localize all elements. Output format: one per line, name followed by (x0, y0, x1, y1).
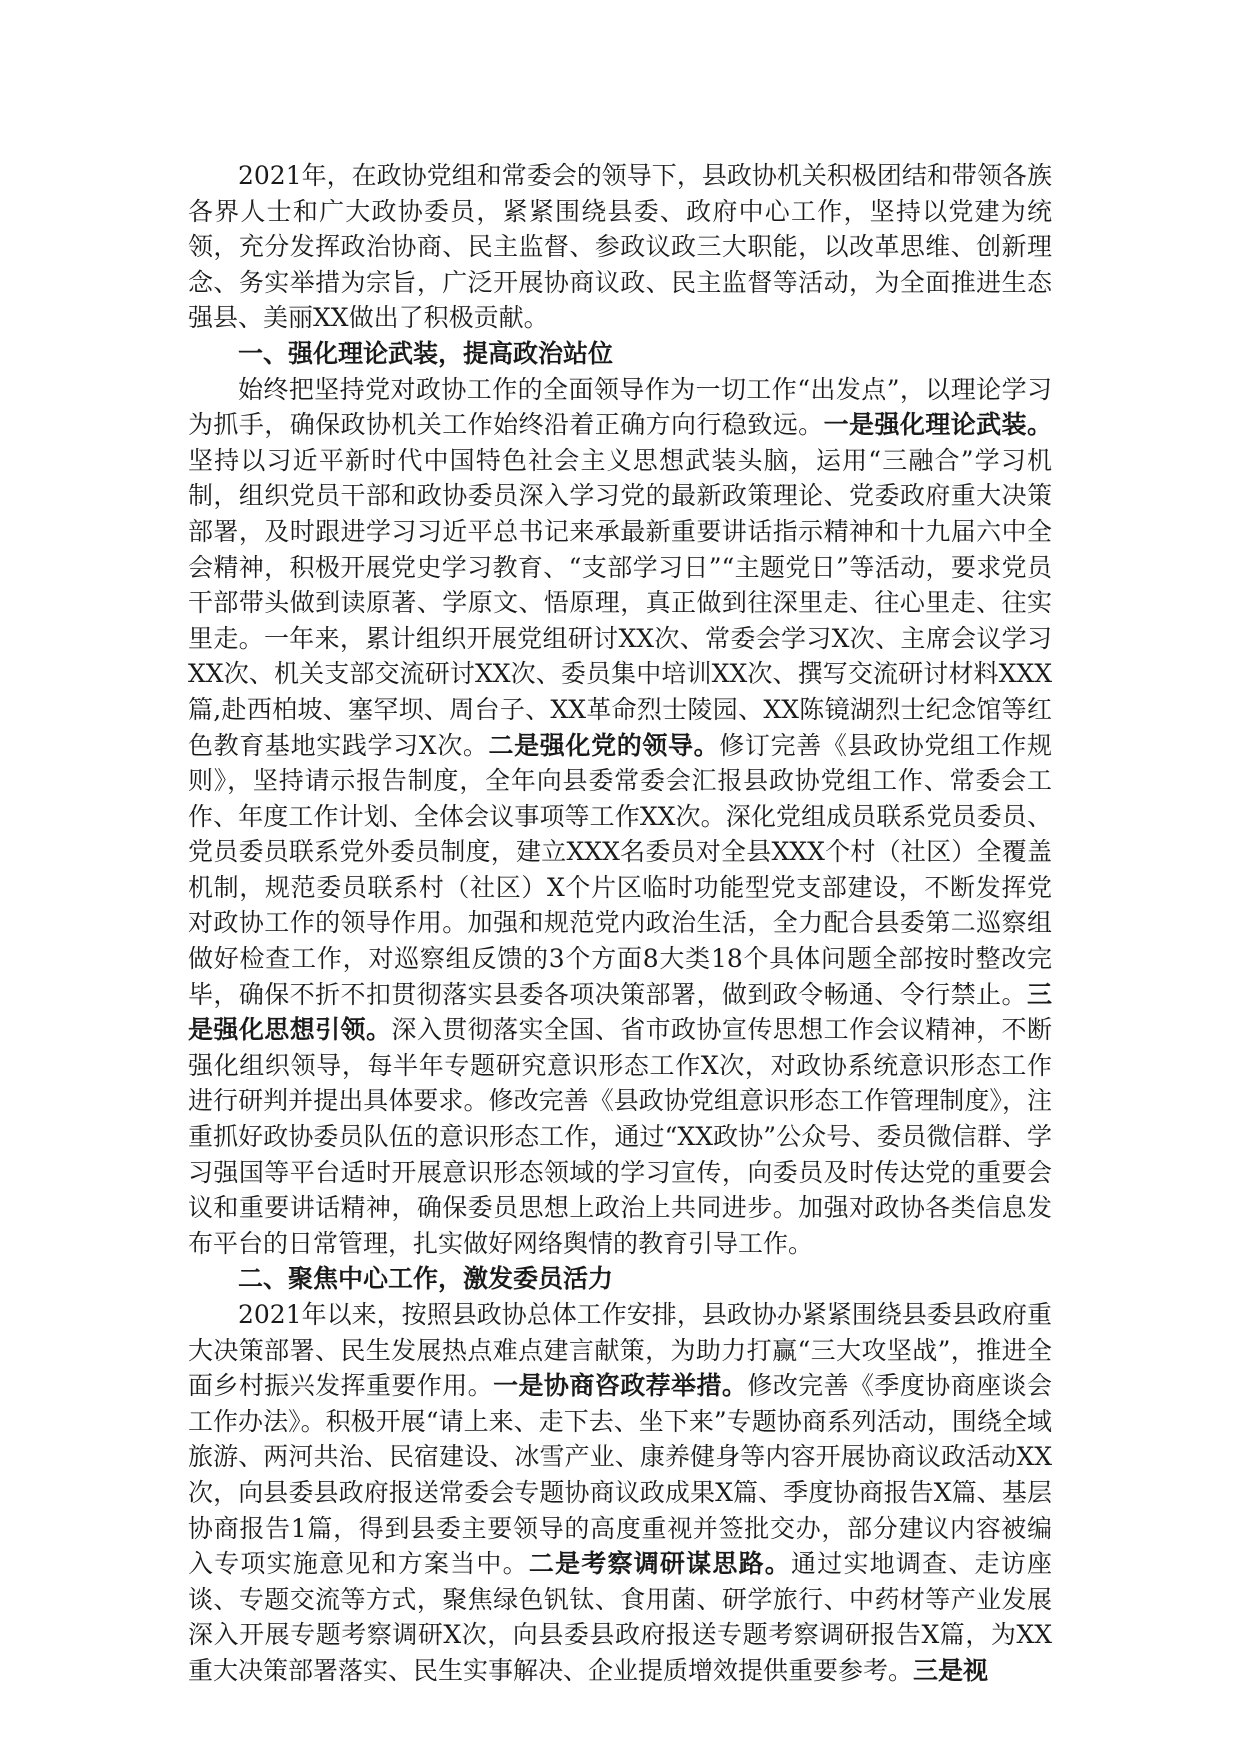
section-2-point-3-title: 三是视 (913, 1655, 989, 1685)
intro-text: 2021年，在政协党组和常委会的领导下，县政协机关积极团结和带领各族各界人士和广大政协委员，紧紧围绕县委、政府中心工作，坚持以党建为统领，充分发挥政治协商、民主监督、参政议政三大职能，以改革思维、创新理念、务实举措为宗旨，广泛开展协商议政、民主监督等活动，为全面推进生态强县、美丽XX做出了积极贡献。 (188, 161, 1052, 333)
section-1-point-1-text: 坚持以习近平新时代中国特色社会主义思想武装头脑，运用“三融合”学习机制，组织党员干部和政协委员深入学习党的最新政策理论、党委政府重大决策部署，及时跟进学习习近平总书记来承最新重要讲话指示精神和十九届六中全会精神，积极开展党史学习教育、“支部学习日”“主题党日”等活动，要求党员干部带头做到读原著、学原文、悟原理，真正做到往深里走、往心里走、往实里走。一年来，累计组织开展党组研讨XX次、常委会学习X次、主席会议学习XX次、机关支部交流研讨XX次、委员集中培训XX次、撰写交流研讨材料XXX篇,赴西柏坡、塞罕坝、周台子、XX革命烈士陵园、XX陈镜湖烈士纪念馆等红色教育基地实践学习X次。 (188, 445, 1052, 760)
section-2-point-2-text: 通过实地调查、走访座谈、专题交流等方式，聚焦绿色钒钛、食用菌、研学旅行、中药材等产业发展深入开展专题考察调研X次，向县委县政府报送专题考察调研报告X篇，为XX重大决策部署落实、民生实事解决、企业提质增效提供重要参考。 (188, 1549, 1052, 1685)
section-2-point-1-text: 修改完善《季度协商座谈会工作办法》。积极开展“请上来、走下去、坐下来”专题协商系列活动，围绕全域旅游、两河共治、民宿建设、冰雪产业、康养健身等内容开展协商议政活动XX次，向县委县政府报送常委会专题协商议政成果X篇、季度协商报告X篇、基层协商报告1篇，得到县委主要领导的高度重视并签批交办，部分建议内容被编入专项实施意见和方案当中。 (188, 1371, 1052, 1579)
section-1-lead: 始终把坚持党对政协工作的全面领导作为一切工作“出发点”，以理论学习为抓手，确保政协机关工作始终沿着正确方向行稳致远。 (188, 374, 1052, 440)
section-2-lead: 2021年以来，按照县政协总体工作安排，县政协办紧紧围绕县委县政府重大决策部署、民生发展热点难点建言献策，为助力打赢“三大攻坚战”，推进全面乡村振兴发挥重要作用。 (188, 1300, 1052, 1401)
section-1-point-2-text: 修订完善《县政协党组工作规则》，坚持请示报告制度，全年向县委常委会汇报县政协党组工作、常委会工作、年度工作计划、全体会议事项等工作XX次。深化党组成员联系党员委员、党员委员联系党外委员制度，建立XXX名委员对全县XXX个村（社区）全覆盖机制，规范委员联系村（社区）X个片区临时功能型党支部建设，不断发挥党对政协工作的领导作用。加强和规范党内政治生活，全力配合县委第二巡察组做好检查工作，对巡察组反馈的3个方面8大类18个具体问题全部按时整改完毕，确保不折不扣贯彻落实县委各项决策部署，做到政令畅通、令行禁止。 (188, 730, 1052, 1009)
section-2-point-1-title: 一是协商咨政荐举措。 (493, 1371, 748, 1401)
section-1-point-3-text: 深入贯彻落实全国、省市政协宣传思想工作会议精神，不断强化组织领导，每半年专题研究意识形态工作X次，对政协系统意识形态工作进行研判并提出具体要求。修改完善《县政协党组意识形态工作管理制度》，注重抓好政协委员队伍的意识形态工作，通过“XX政协”公众号、委员微信群、学习强国等平台适时开展意识形态领域的学习宣传，向委员及时传达党的重要会议和重要讲话精神，确保委员思想上政治上共同进步。加强对政协各类信息发布平台的日常管理，扎实做好网络舆情的教育引导工作。 (188, 1015, 1052, 1258)
section-1-heading: 一、强化理论武装，提高政治站位 (238, 338, 614, 368)
intro-paragraph (188, 158, 1052, 336)
section-2-paragraph (188, 1297, 1052, 1689)
section-2-point-2-title: 二是考察调研谋思路。 (528, 1549, 792, 1579)
section-1-point-1-title: 一是强化理论武装。 (823, 410, 1052, 440)
document-body (188, 158, 1052, 1689)
section-1-point-3-title: 三是强化思想引领。 (188, 979, 1052, 1045)
section-1-point-2-title: 二是强化党的领导。 (488, 730, 720, 760)
section-1-paragraph (188, 372, 1052, 1262)
section-2-heading: 二、聚焦中心工作，激发委员活力 (238, 1264, 614, 1294)
